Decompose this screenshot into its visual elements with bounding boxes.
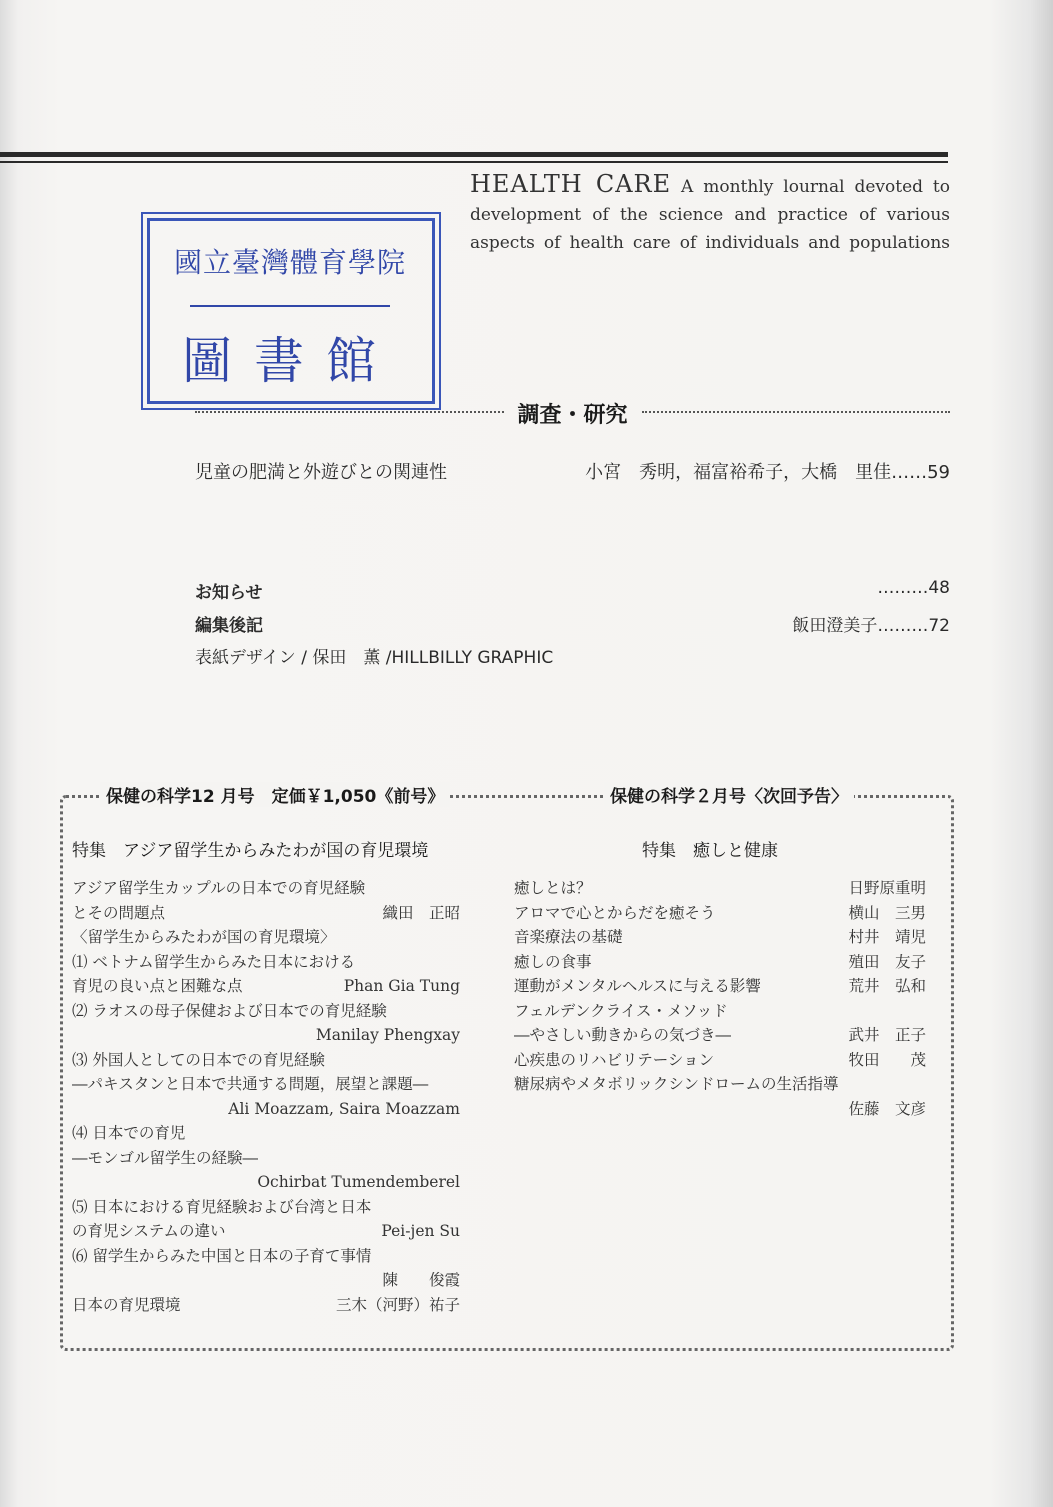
next-issue-feature: 特集 癒しと健康	[642, 841, 778, 861]
contents-title: 運動がメンタルヘルスに与える影響	[514, 977, 761, 995]
contents-title: 癒しの食事	[514, 952, 592, 971]
contents-title: ⑶ 外国人としての日本での育児経験	[72, 1050, 325, 1069]
contents-line	[72, 1268, 460, 1293]
masthead-title: HEALTH CARE	[470, 170, 672, 198]
contents-title: 糖尿病やメタボリックシンドロームの生活指導	[514, 1075, 839, 1093]
contents-author: 村井 靖児	[848, 928, 926, 946]
contents-title: ―モンゴル留学生の経験―	[72, 1148, 259, 1167]
contents-line	[514, 1048, 926, 1073]
masthead-line1	[470, 170, 950, 201]
contents-line	[72, 1170, 460, 1195]
contents-author: 織田 正昭	[382, 903, 460, 922]
contents-author: Manilay Phengxay	[315, 1026, 460, 1044]
contents-title: 育児の良い点と困難な点	[72, 977, 243, 995]
contents-author: Ali Moazzam, Saira Moazzam	[228, 1099, 460, 1118]
contents-title: 音楽療法の基礎	[514, 928, 623, 946]
section-header	[195, 398, 950, 428]
contents-author: 武井 正子	[848, 1026, 926, 1044]
contents-line	[514, 1072, 926, 1097]
contents-line	[72, 1121, 460, 1146]
contents-title: アジア留学生カップルの日本での育児経験	[72, 879, 366, 897]
contents-line	[514, 925, 926, 950]
contents-line	[514, 999, 926, 1024]
contents-line	[72, 1072, 460, 1097]
contents-author: 牧田 茂	[848, 1050, 926, 1069]
previous-issue-heading: 保健の科学12 月号 定価￥1,050《前号》	[100, 782, 450, 807]
article-authors: 小宮 秀明，福富裕希子，大橋 里佳……59	[585, 462, 950, 483]
contents-line	[72, 1293, 460, 1318]
masthead	[470, 170, 950, 257]
contents-title: ―パキスタンと日本で共通する問題，展望と課題―	[72, 1075, 429, 1093]
design-credit: 表紙デザイン / 保田 薫 /HILLBILLY GRAPHIC	[195, 648, 554, 668]
previous-issue-feature: 特集 アジア留学生からみたわが国の育児環境	[72, 841, 429, 861]
notice-label: お知らせ	[195, 583, 263, 603]
stamp-bottom-text: 圖書館	[182, 332, 398, 390]
stamp-top-text: 國立臺灣體育學院	[173, 246, 406, 279]
notice-row	[195, 578, 950, 603]
contents-line	[72, 1244, 460, 1269]
editorial-row	[195, 611, 950, 636]
contents-author: 日野原重明	[848, 879, 926, 897]
editorial-page: 飯田澄美子………72	[792, 616, 950, 636]
contents-line	[72, 1097, 460, 1122]
next-issue-heading: 保健の科学２月号〈次回予告〉	[604, 782, 854, 807]
contents-line	[72, 999, 460, 1024]
contents-line	[72, 1048, 460, 1073]
contents-title: 心疾患のリハビリテーション	[514, 1050, 715, 1069]
contents-line	[72, 1023, 460, 1048]
contents-title: 癒しとは？	[514, 879, 592, 897]
contents-line	[514, 974, 926, 999]
contents-author: 横山 三男	[848, 903, 926, 922]
section-ornament-right	[642, 411, 951, 415]
contents-line	[514, 1023, 926, 1048]
contents-line	[72, 925, 460, 950]
stamp-divider	[190, 305, 390, 307]
contents-title: 日本の育児環境	[72, 1295, 181, 1314]
header-rule-thick	[0, 152, 948, 157]
contents-line	[514, 950, 926, 975]
contents-line	[72, 876, 460, 901]
contents-line	[72, 1195, 460, 1220]
contents-line	[72, 950, 460, 975]
contents-title: ⑵ ラオスの母子保健および日本での育児経験	[72, 1001, 387, 1020]
article-title: 児童の肥満と外遊びとの関連性	[195, 462, 447, 483]
contents-title: ⑴ ベトナム留学生からみた日本における	[72, 952, 356, 971]
contents-title: 〈留学生からみたわが国の育児環境〉	[72, 928, 336, 946]
contents-line	[514, 1097, 926, 1122]
masthead-line1-rest: A monthly lournal devoted to	[681, 177, 950, 197]
contents-author: Phan Gia Tung	[343, 977, 460, 995]
library-stamp	[147, 218, 435, 404]
contents-line	[72, 974, 460, 999]
contents-author: 佐藤 文彦	[848, 1099, 926, 1118]
contents-title: とその問題点	[72, 903, 166, 922]
contents-line	[514, 901, 926, 926]
contents-line	[514, 876, 926, 901]
contents-author: 三木（河野）祐子	[335, 1295, 460, 1314]
contents-title: ―やさしい動きからの気づき―	[514, 1026, 732, 1044]
notice-page: ………48	[877, 578, 950, 598]
masthead-line2: development of the science and practice of various	[470, 205, 950, 225]
section-ornament-left	[195, 411, 504, 415]
contents-title: ⑷ 日本での育児	[72, 1124, 186, 1142]
article-entry	[195, 458, 950, 484]
previous-issue-contents	[72, 876, 460, 1317]
header-rule-thin	[0, 161, 948, 163]
contents-author: Pei-jen Su	[381, 1222, 460, 1240]
contents-title: フェルデンクライス・メソッド	[514, 1001, 728, 1020]
contents-author: 荒井 弘和	[848, 977, 926, 995]
contents-author: 陳 俊霞	[382, 1271, 460, 1289]
contents-title: ⑸ 日本における育児経験および台湾と日本	[72, 1197, 372, 1216]
contents-title: アロマで心とからだを癒そう	[514, 903, 716, 922]
masthead-line3: aspects of health care of individuals and populations	[470, 233, 950, 253]
section-title: 調査・研究	[517, 402, 628, 428]
contents-author: 殖田 友子	[848, 952, 926, 971]
contents-title: の育児システムの違い	[72, 1222, 226, 1240]
contents-line	[72, 1146, 460, 1171]
design-credit-row	[195, 643, 950, 668]
next-issue-contents	[514, 876, 926, 1121]
editorial-label: 編集後記	[195, 616, 263, 636]
contents-author: Ochirbat Tumendemberel	[257, 1173, 460, 1191]
contents-title: ⑹ 留学生からみた中国と日本の子育て事情	[72, 1246, 372, 1265]
contents-line	[72, 1219, 460, 1244]
contents-line	[72, 901, 460, 926]
